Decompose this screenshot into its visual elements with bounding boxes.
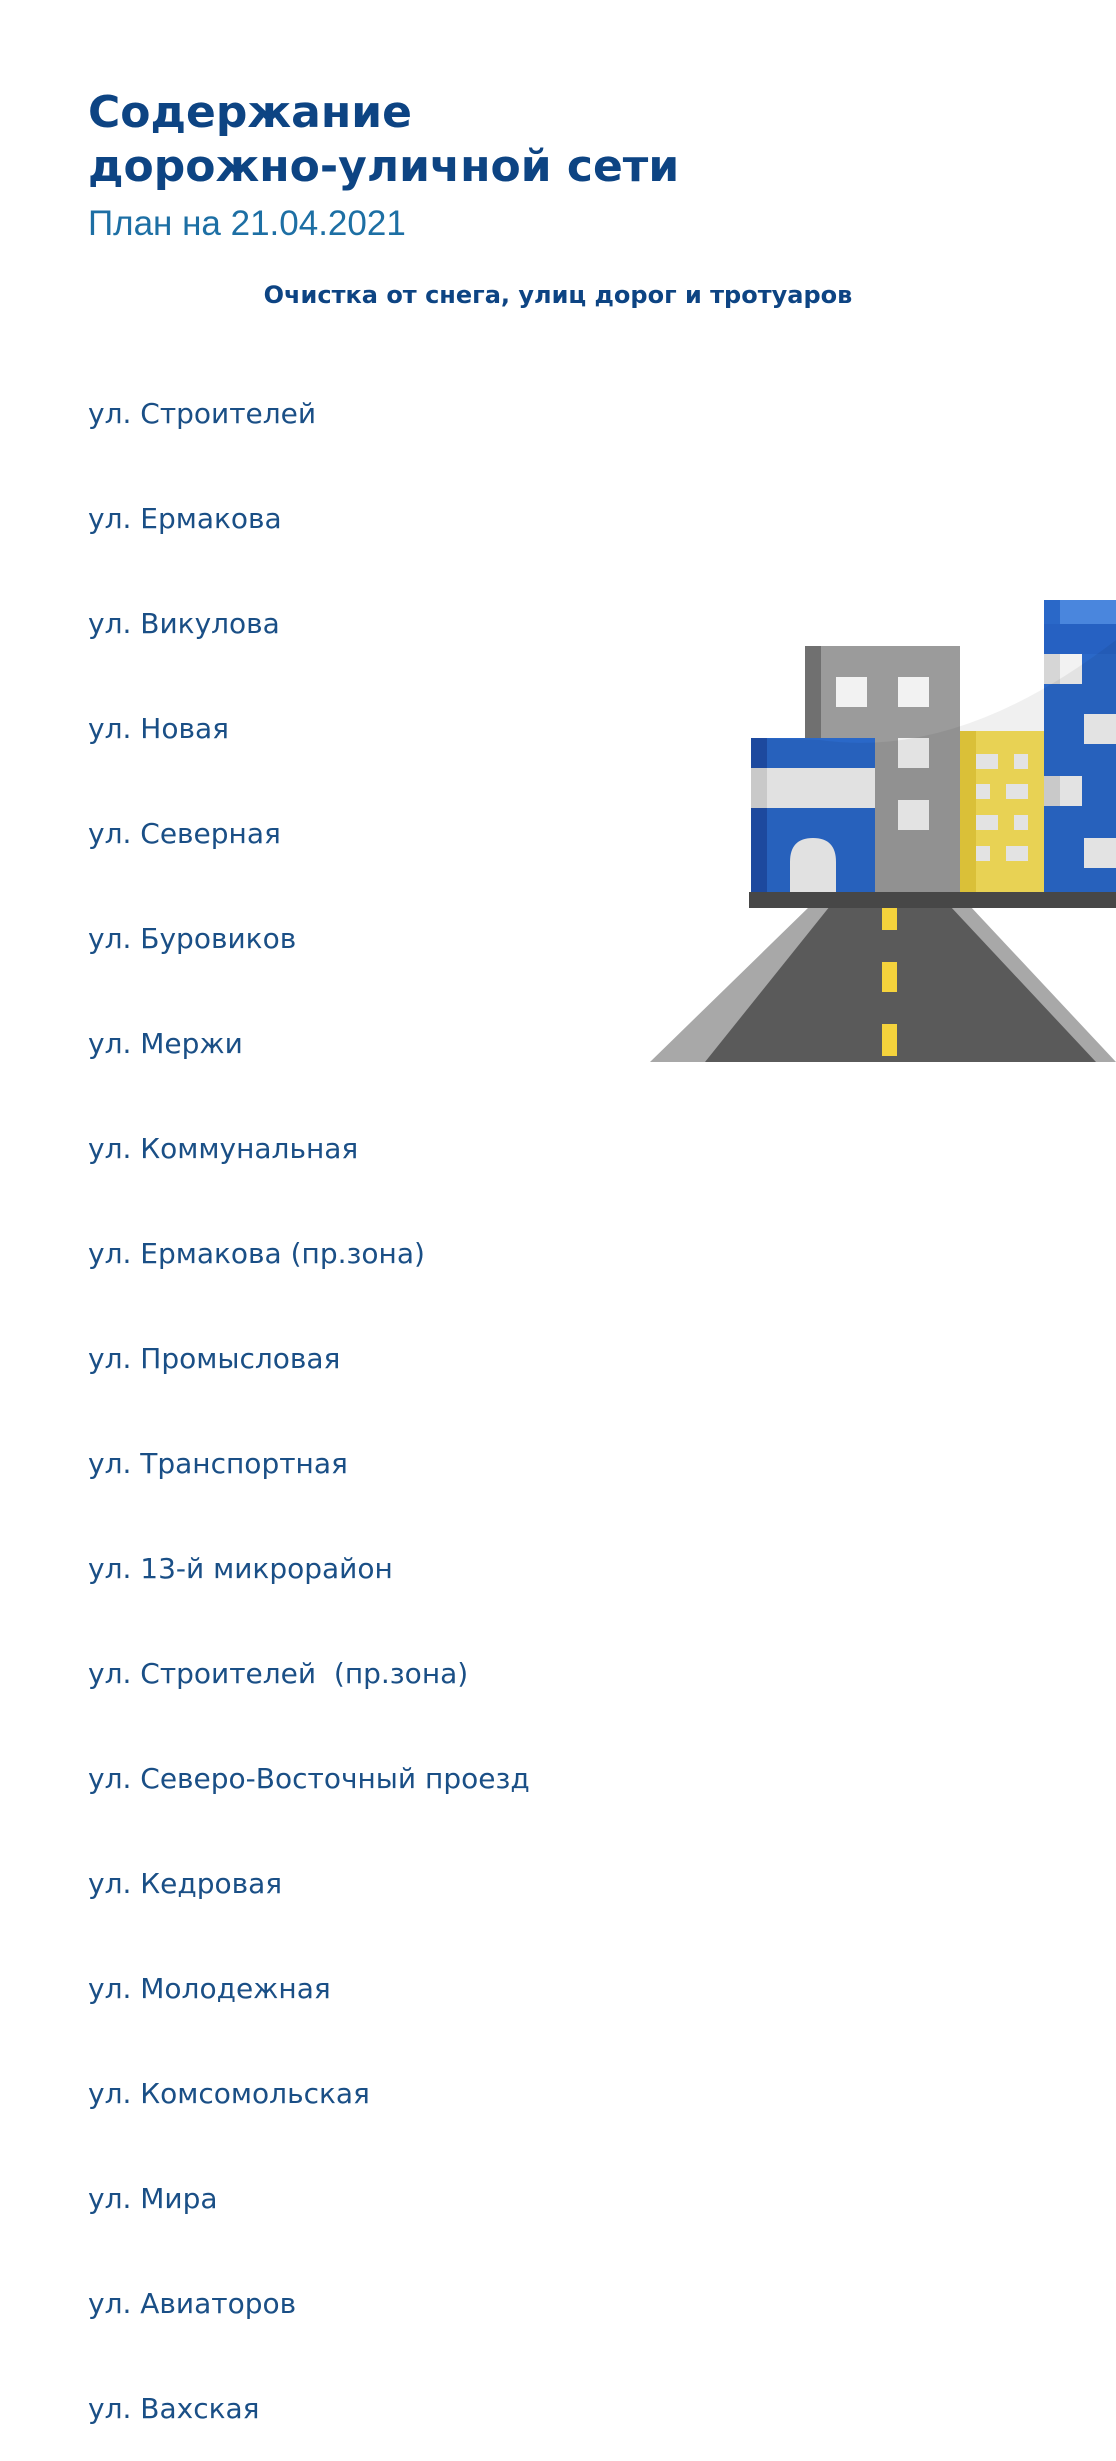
street-item: ул. Комсомольская: [88, 2077, 370, 2110]
plan-date-subtitle: План на 21.04.2021: [88, 204, 406, 243]
street-item: ул. Транспортная: [88, 1447, 348, 1480]
street-item: ул. Буровиков: [88, 922, 297, 955]
street-item: ул. Коммунальная: [88, 1132, 359, 1165]
lane-marking: [882, 908, 897, 930]
street-item: ул. Вахская: [88, 2392, 260, 2425]
page-title-line-1: Содержание: [88, 87, 412, 138]
street-item: ул. Новая: [88, 712, 229, 745]
page-title-line-2: дорожно-уличной сети: [88, 141, 680, 192]
street-item: ул. Ермакова: [88, 502, 282, 535]
street-item: ул. Северо-Восточный проезд: [88, 1762, 530, 1795]
lane-marking: [882, 962, 897, 992]
street-item: ул. Строителей: [88, 397, 317, 430]
street-item: ул. Мира: [88, 2182, 218, 2215]
street-item: ул. Викулова: [88, 607, 280, 640]
street-item: ул. Кедровая: [88, 1867, 283, 1900]
street-item: ул. Молодежная: [88, 1972, 331, 2005]
street-item: ул. Строителей (пр.зона): [88, 1657, 469, 1690]
street-item: ул. 13-й микрорайон: [88, 1552, 393, 1585]
platform: [749, 892, 1116, 908]
street-item: ул. Ермакова (пр.зона): [88, 1237, 425, 1270]
page-title: [88, 86, 679, 194]
street-item: ул. Промысловая: [88, 1342, 341, 1375]
city-road-icon: [650, 590, 1116, 1062]
lane-marking: [882, 1024, 897, 1056]
street-item: ул. Мержи: [88, 1027, 243, 1060]
street-item: ул. Авиаторов: [88, 2287, 297, 2320]
street-item: ул. Северная: [88, 817, 281, 850]
section-heading: Очистка от снега, улиц дорог и тротуаров: [263, 281, 853, 309]
street-list: [88, 326, 530, 2461]
